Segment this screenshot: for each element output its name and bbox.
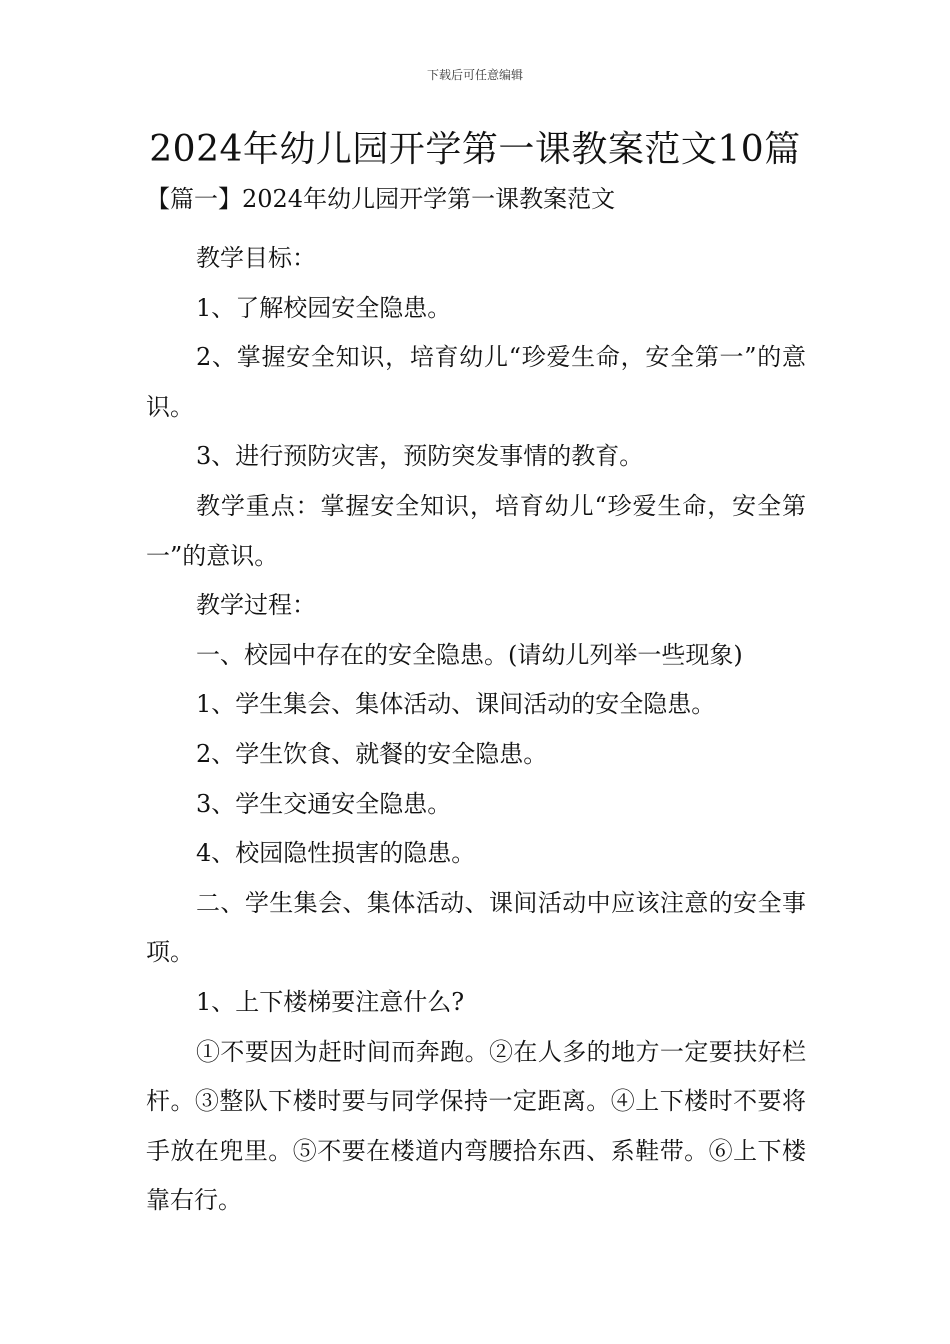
paragraph-goal-2: 2、掌握安全知识，培育幼儿“珍爱生命，安全第一”的意识。: [146, 343, 806, 421]
paragraph-stairs-rules: ①不要因为赶时间而奔跑。②在人多的地方一定要扶好栏杆。③整队下楼时要与同学保持一定距离。④上下楼时不要将手放在兜里。⑤不要在楼道内弯腰拾东西、系鞋带。⑥上下楼靠右行。: [146, 1037, 806, 1215]
document-body: [146, 184, 806, 1226]
paragraph-goal-3: 3、进行预防灾害，预防突发事情的教育。: [196, 442, 644, 471]
paragraph-key-points: 教学重点：掌握安全知识，培育幼儿“珍爱生命，安全第一”的意识。: [146, 491, 806, 570]
paragraph-stairs-question: 1、上下楼梯要注意什么?: [196, 987, 465, 1016]
paragraph-part-two: 二、学生集会、集体活动、课间活动中应该注意的安全事项。: [146, 888, 806, 967]
paragraph-hazard-4: 4、校园隐性损害的隐患。: [196, 839, 476, 868]
paragraph-goal-1: 1、了解校园安全隐患。: [196, 293, 452, 322]
paragraph-hazard-2: 2、学生饮食、就餐的安全隐患。: [196, 739, 548, 768]
paragraph-teaching-process: 教学过程：: [196, 591, 316, 620]
paragraph-hazard-3: 3、学生交通安全隐患。: [196, 789, 452, 818]
header-note: 下载后可任意编辑: [426, 68, 523, 82]
paragraph-teaching-goals: 教学目标：: [196, 244, 316, 272]
section-heading: 【篇一】2024年幼儿园开学第一课教案范文: [146, 185, 616, 213]
document-title: 2024年幼儿园开学第一课教案范文10篇: [149, 129, 801, 170]
paragraph-part-one: 一、校园中存在的安全隐患。(请幼儿列举一些现象): [196, 640, 743, 669]
paragraph-hazard-1: 1、学生集会、集体活动、课间活动的安全隐患。: [196, 690, 716, 719]
